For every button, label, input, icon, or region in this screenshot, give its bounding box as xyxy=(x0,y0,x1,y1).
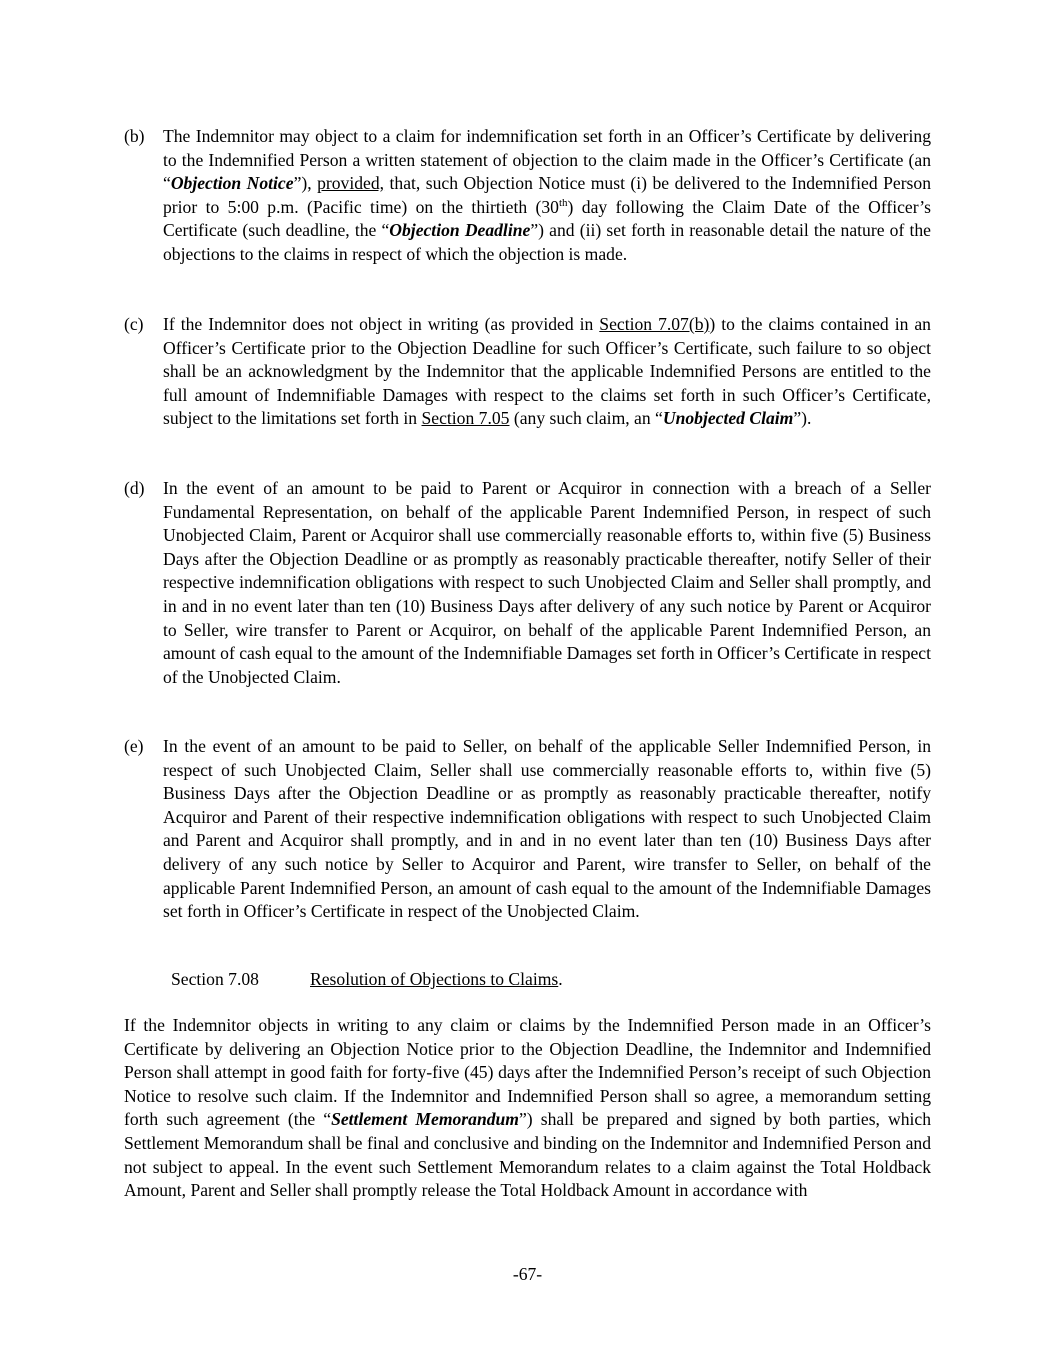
page-number: -67- xyxy=(512,1264,543,1284)
clause-text: If the Indemnitor does not object in writing (as provided in Section 7.07(b)) to the claims contained in an Officer’s Certificate prior to the Objection Deadline for such Officer’s Certificate, such failure to so object shall be an acknowledgment by the Indemnitor that the applicable Indemnified Persons are entitled to the full amount of Indemnifiable Damages with respect to the claims set forth in such Officer’s Certificate, subject to the limitations set forth in Section 7.05 (any such claim, an “Unobjected Claim”). xyxy=(163,314,931,429)
clause-label: (c) xyxy=(124,314,144,334)
clause-d xyxy=(124,477,931,689)
defined-term-objection-deadline: Objection Deadline xyxy=(389,220,531,241)
superscript: th xyxy=(558,196,568,209)
clause-e xyxy=(124,735,931,924)
clause-label: (d) xyxy=(124,478,145,498)
defined-term-objection-notice: Objection Notice xyxy=(170,173,294,194)
clause-text: The Indemnitor may object to a claim for indemnification set forth in an Officer’s Certificate by delivering to the Indemnified Person a written statement of objection to the claim made in the Officer’s Certificate (an “Objection Notice”), provided, that, such Objection Notice must (i) be delivered to the Indemnified Person prior to 5:00 p.m. (Pacific time) on the thirtieth (30th) day following the Claim Date of the Officer’s Certificate (such deadline, the “Objection Deadline”) and (ii) set forth in reasonable detail the nature of the objections to the claims in respect of which the objection is made. xyxy=(163,126,931,264)
clause-label: (e) xyxy=(124,736,144,756)
section-number: Section 7.08 xyxy=(171,969,259,989)
clause-label: (b) xyxy=(124,126,145,146)
provided-term: provided, xyxy=(317,173,385,194)
section-reference-link[interactable]: Section 7.07(b) xyxy=(599,314,710,334)
section-title: Resolution of Objections to Claims xyxy=(310,969,559,989)
section-reference-link[interactable]: Section 7.05 xyxy=(421,408,510,429)
resolution-paragraph xyxy=(124,1014,931,1203)
section-heading: Section 7.08 Resolution of Objections to Claims. xyxy=(171,968,563,992)
clause-b xyxy=(124,125,931,267)
clause-text: In the event of an amount to be paid to Parent or Acquiror in connection with a breach of a Seller Fundamental Representation, on behalf of the applicable Parent Indemnified Person, in respect of such Unobjected Claim, Parent or Acquiror shall use commercially reasonable efforts to, within five (5) Business Days after the Objection Deadline or as promptly as reasonably practicable thereafter, notify Seller of their respective indemnification obligations with respect to such Unobjected Claim and Seller shall promptly, and in and in no event later than ten (10) Business Days after delivery of any such notice by Parent or Acquiror to Seller, wire transfer to Parent or Acquiror, on behalf of the applicable Parent Indemnified Person, an amount of cash equal to the amount of the Indemnifiable Damages set forth in Officer’s Certificate in respect of the Unobjected Claim. xyxy=(163,478,931,687)
paragraph-text: If the Indemnitor objects in writing to any claim or claims by the Indemnified Person made in an Officer’s Certificate by delivering an Objection Notice prior to the Objection Deadline, the Indemnitor and Indemnified Person shall attempt in good faith for forty-five (45) days after the Indemnified Person’s receipt of such Objection Notice to resolve such claim. If the Indemnitor and Indemnified Person shall so agree, a memorandum setting forth such agreement (the “Settlement Memorandum”) shall be prepared and signed by both parties, which Settlement Memorandum shall be final and conclusive and binding on the Indemnitor and Indemnified Person and not subject to appeal. In the event such Settlement Memorandum relates to a claim against the Total Holdback Amount, Parent and Seller shall promptly release the Total Holdback Amount in accordance with xyxy=(124,1015,932,1201)
clause-text: In the event of an amount to be paid to Seller, on behalf of the applicable Seller Indemnified Person, in respect of such Unobjected Claim, Seller shall use commercially reasonable efforts to, within five (5) Business Days after the Objection Deadline or as promptly as reasonably practicable thereafter, notify Acquiror and Parent of their respective indemnification obligations with respect to such Unobjected Claim and Parent and Acquiror shall promptly, and in and in no event later than ten (10) Business Days after delivery of any such notice by Seller to Acquiror and Parent, wire transfer to Seller, on behalf of the applicable Parent Indemnified Person, an amount of cash equal to the amount of the Indemnifiable Damages set forth in Officer’s Certificate in respect of the Unobjected Claim. xyxy=(163,736,931,922)
defined-term-settlement-memorandum: Settlement Memorandum xyxy=(331,1109,519,1130)
clause-c xyxy=(124,313,931,431)
defined-term-unobjected-claim: Unobjected Claim xyxy=(662,408,794,429)
